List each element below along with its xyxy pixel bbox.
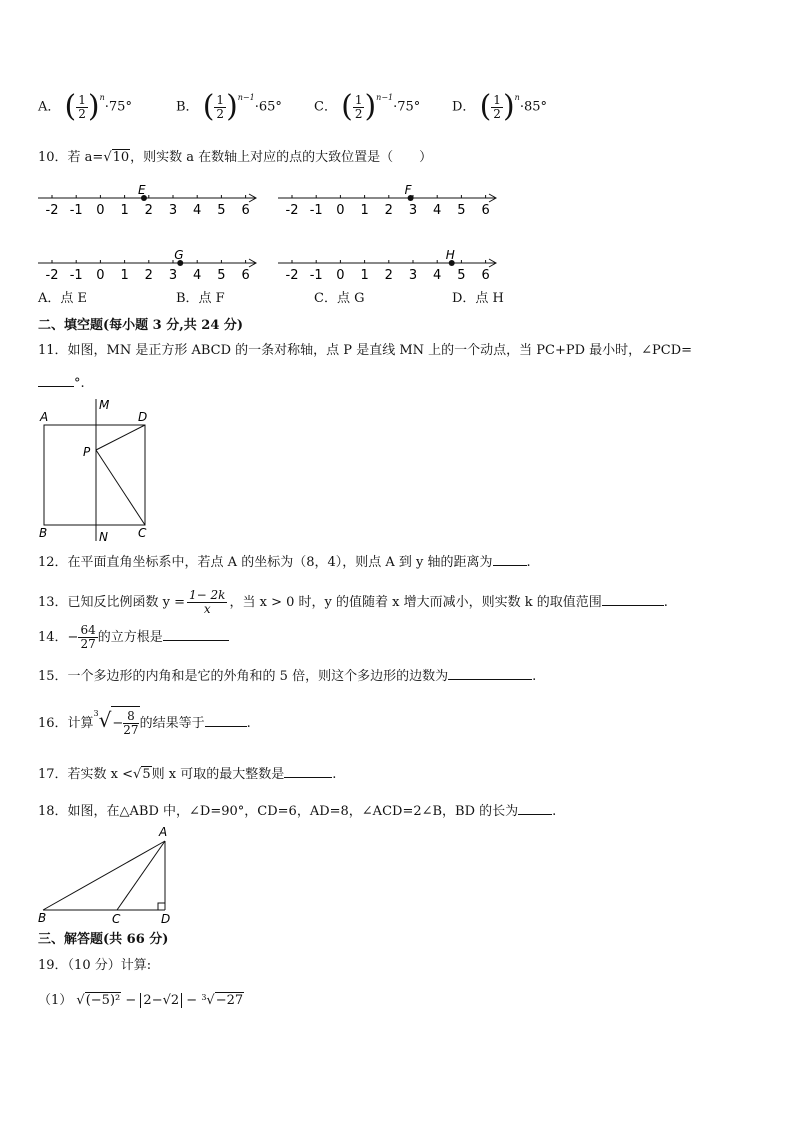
tick-label: 4 xyxy=(193,203,202,218)
answer-blank xyxy=(602,593,664,606)
q14-stem: 14．− $\frac{64}{27}$ 的立方根是 xyxy=(38,623,229,653)
q10-number-lines xyxy=(34,178,514,288)
point-label: E xyxy=(137,183,146,197)
label-n: N xyxy=(99,530,108,544)
q13-stem: 13．已知反比例函数 y = $\frac{1- 2k}{x}$ ，当 x > 0 时，y 的值随着 x 增大而减小，则实数 k 的取值范围 . xyxy=(38,588,668,616)
tick-label: -1 xyxy=(309,268,323,283)
tick-label: 0 xyxy=(96,268,105,283)
q19-title: 19．（10 分）计算: xyxy=(38,958,152,973)
tick-label: -2 xyxy=(45,203,59,218)
tick-label: 0 xyxy=(336,268,345,283)
point-label: H xyxy=(445,248,455,262)
q17-stem: 17．若实数 x <√5则 x 可取的最大整数是 . xyxy=(38,767,337,782)
tick-label: -2 xyxy=(285,203,299,218)
answer-blank xyxy=(38,374,74,387)
q18-stem: 18．如图，在△ABD 中，∠D=90°，CD=6，AD=8，∠ACD=2∠B，BD 的长为 . xyxy=(38,804,557,819)
answer-blank xyxy=(205,714,247,727)
q10-option-d: D．点 H xyxy=(452,291,504,306)
section-fill-in-heading: 二、填空题(每小题 3 分,共 24 分) xyxy=(38,318,244,333)
tick-label: -1 xyxy=(309,203,323,218)
label-a: A xyxy=(40,410,49,424)
q10-stem: 10．若 a=√10，则实数 a 在数轴上对应的点的大致位置是（ ） xyxy=(38,150,433,165)
q12-stem: 12．在平面直角坐标系中，若点 A 的坐标为（8，4），则点 A 到 y 轴的距离为 . xyxy=(38,555,531,570)
answer-blank xyxy=(448,667,532,680)
tick-label: 4 xyxy=(433,268,442,283)
point-label: F xyxy=(404,183,412,197)
tick-label: -1 xyxy=(69,203,83,218)
label-d: D xyxy=(161,912,171,926)
tick-label: 1 xyxy=(360,268,369,283)
label-b: B xyxy=(38,911,47,925)
label-d: D xyxy=(138,410,148,424)
tick-label: 3 xyxy=(408,268,418,283)
tick-label: -2 xyxy=(285,268,299,283)
tick-label: 2 xyxy=(384,268,393,283)
q9-option-c: C． ( $\frac{1}{2}$ )$^{n-1}$·75° xyxy=(314,89,421,124)
q19-part1: （1） √(−5)² − 2−√2 − $^3$√−27 xyxy=(38,993,244,1008)
tick-label: 2 xyxy=(144,203,153,218)
tick-label: 0 xyxy=(336,203,345,218)
tick-label: 4 xyxy=(433,203,442,218)
tick-label: 5 xyxy=(217,203,226,218)
q9-option-b: B． ( $\frac{1}{2}$ )$^{n-1}$·65° xyxy=(176,89,282,124)
answer-blank xyxy=(284,765,332,778)
tick-label: 0 xyxy=(96,203,105,218)
label-c: C xyxy=(112,912,121,926)
q11-square-figure xyxy=(36,396,166,544)
tick-label: -1 xyxy=(69,268,83,283)
tick-label: 2 xyxy=(144,268,153,283)
q16-stem: 16．计算$^3$√− $\frac{8}{27}$ 的结果等于 . xyxy=(38,703,251,741)
q15-stem: 15．一个多边形的内角和是它的外角和的 5 倍，则这个多边形的边数为 . xyxy=(38,669,537,684)
tick-label: 5 xyxy=(457,203,466,218)
tick-label: 6 xyxy=(481,268,490,283)
tick-label: 6 xyxy=(481,203,490,218)
point-label: G xyxy=(174,248,184,262)
tick-label: 1 xyxy=(360,203,369,218)
tick-label: 1 xyxy=(120,268,129,283)
q10-option-c: C．点 G xyxy=(314,291,365,306)
q9-option-d: D． ( $\frac{1}{2}$ )$^n$·85° xyxy=(452,89,547,124)
answer-blank xyxy=(518,802,552,815)
tick-label: 6 xyxy=(241,268,250,283)
tick-label: 6 xyxy=(241,203,250,218)
tick-label: 3 xyxy=(408,203,418,218)
q10-option-b: B．点 F xyxy=(176,291,225,306)
label-b: B xyxy=(39,526,48,540)
tick-label: 3 xyxy=(168,268,178,283)
answer-blank xyxy=(163,628,229,641)
label-c: C xyxy=(138,526,147,540)
label-a: A xyxy=(159,825,168,839)
q11-answer-line: °. xyxy=(38,374,85,392)
q18-triangle-figure xyxy=(34,824,184,928)
section-answer-heading: 三、解答题(共 66 分) xyxy=(38,932,169,947)
tick-label: 4 xyxy=(193,268,202,283)
q11-stem: 11．如图，MN 是正方形 ABCD 的一条对称轴，点 P 是直线 MN 上的一个动点，当 PC+PD 最小时，∠PCD= xyxy=(38,343,693,358)
label-m: M xyxy=(99,398,110,412)
answer-blank xyxy=(493,553,527,566)
tick-label: 5 xyxy=(457,268,466,283)
label-p: P xyxy=(83,445,91,459)
tick-label: 2 xyxy=(384,203,393,218)
tick-label: 5 xyxy=(217,268,226,283)
tick-label: 1 xyxy=(120,203,129,218)
q10-option-a: A．点 E xyxy=(38,291,88,306)
q9-option-a: A． ( $\frac{1}{2}$ )$^n$·75° xyxy=(38,89,132,124)
tick-label: -2 xyxy=(45,268,59,283)
tick-label: 3 xyxy=(168,203,178,218)
